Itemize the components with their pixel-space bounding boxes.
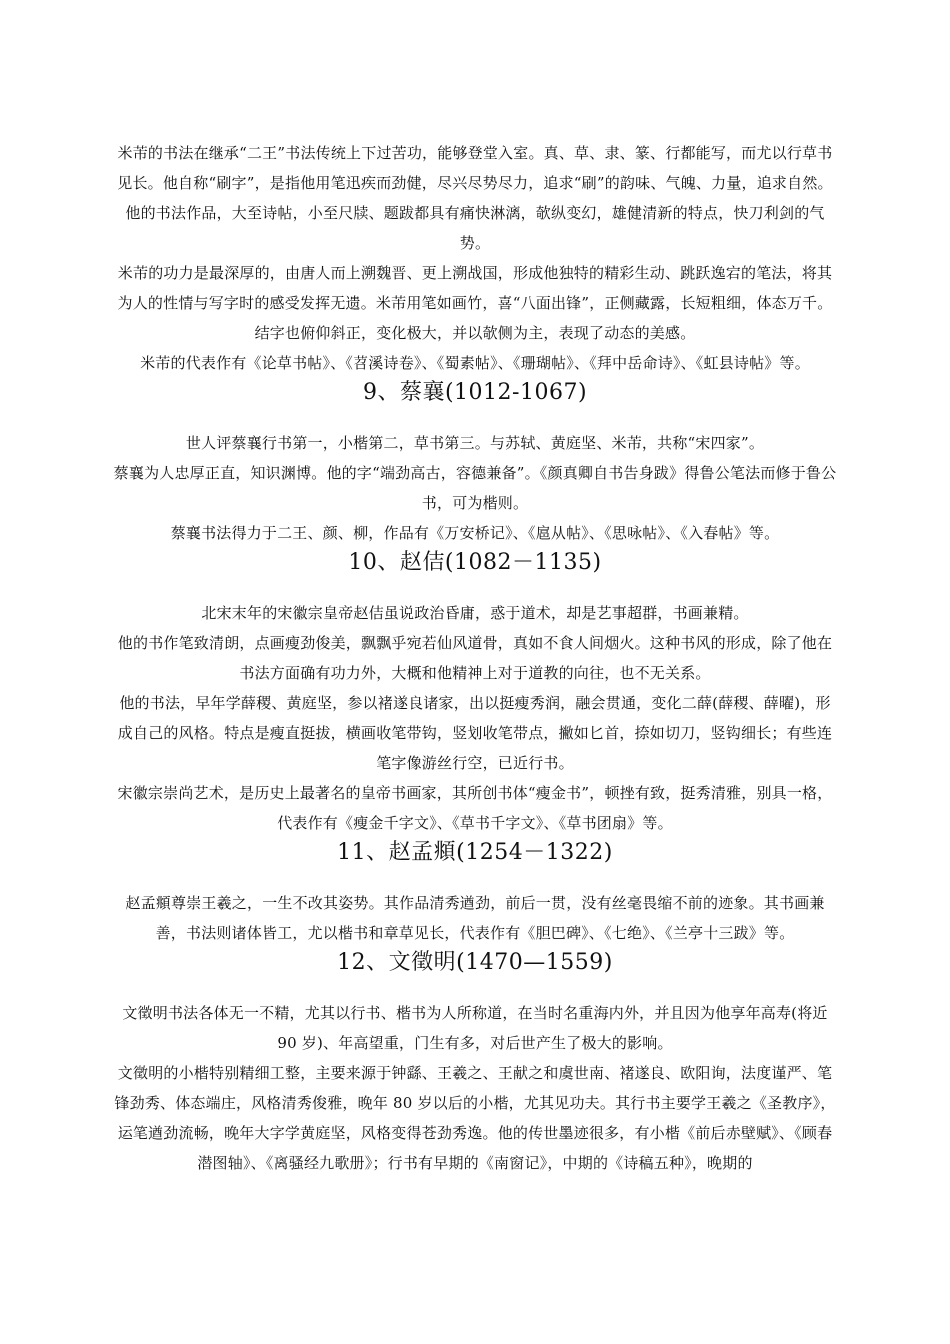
section-heading: 10、赵佶(1082－1135) xyxy=(348,550,602,575)
paragraph: 赵孟頫尊崇王羲之，一生不改其姿势。其作品清秀遒劲，前后一贯，没有丝毫畏缩不前的迹象。其书画兼善，书法则诸体皆工，尤以楷书和章草见长，代表作有《胆巴碑》、《七绝》、《兰亭十三跋》等。 xyxy=(125,894,825,942)
paragraph: 米芾的代表作有《论草书帖》、《苕溪诗卷》、《蜀素帖》、《珊瑚帖》、《拜中岳命诗》、《虹县诗帖》等。 xyxy=(140,354,810,372)
paragraph: 宋徽宗崇尚艺术，是历史上最著名的皇帝书画家，其所创书体“瘦金书”，顿挫有致，挺秀清雅，别具一格，代表作有《瘦金千字文》、《草书千字文》、《草书团扇》等。 xyxy=(117,784,833,832)
section-heading: 11、赵孟頫(1254－1322) xyxy=(337,840,613,865)
paragraph: 米芾的书法在继承“二王”书法传统上下过苦功，能够登堂入室。真、草、隶、篆、行都能写，而尤以行草书见长。他自称“刷字”，是指他用笔迅疾而劲健，尽兴尽势尽力，追求“刷”的韵味、气魄、力量，追求自然。他的书法作品，大至诗帖，小至尺牍、题跋都具有痛快淋漓，欹纵变幻，雄健清新的特点，快刀利剑的气势。 xyxy=(117,144,833,252)
paragraph: 文徵明书法各体无一不精，尤其以行书、楷书为人所称道，在当时名重海内外，并且因为他享年高寿(将近 90 岁)、年高望重，门生有多，对后世产生了极大的影响。 xyxy=(122,1004,828,1052)
paragraph: 他的书法，早年学薛稷、黄庭坚，参以褚遂良诸家，出以挺瘦秀润，融会贯通，变化二薛(薛稷、薛曜)，形成自己的风格。特点是瘦直挺拔，横画收笔带钩，竖划收笔带点，撇如匕首，捺如切刀，竖钩细长；有些连笔字像游丝行空，已近行书。 xyxy=(117,694,833,772)
paragraph: 蔡襄书法得力于二王、颜、柳，作品有《万安桥记》、《扈从帖》、《思咏帖》、《入春帖》等。 xyxy=(170,524,780,542)
document-body xyxy=(113,138,837,1178)
paragraph: 米芾的功力是最深厚的，由唐人而上溯魏晋、更上溯战国，形成他独特的精彩生动、跳跃逸宕的笔法，将其为人的性情与写字时的感受发挥无遗。米芾用笔如画竹，喜“八面出锋”，正侧藏露，长短粗细，体态万千。结字也俯仰斜正，变化极大，并以欹侧为主，表现了动态的美感。 xyxy=(117,264,833,342)
paragraph: 世人评蔡襄行书第一，小楷第二，草书第三。与苏轼、黄庭坚、米芾，共称“宋四家”。 xyxy=(185,434,765,452)
section-caixiang xyxy=(113,378,837,548)
paragraph: 蔡襄为人忠厚正直，知识渊博。他的字“端劲高古，容德兼备”。《颜真卿自书告身跋》得鲁公笔法而修于鲁公书，可为楷则。 xyxy=(113,464,837,512)
paragraph: 文徵明的小楷特别精细工整，主要来源于钟繇、王羲之、王献之和虞世南、褚遂良、欧阳询，法度谨严、笔锋劲秀、体态端庄，风格清秀俊雅，晚年 80 岁以后的小楷，尤其见功夫。其行书主要学王羲之《圣教序》，运笔遒劲流畅，晚年大字学黄庭坚，风格变得苍劲秀逸。他的传世墨迹很多，有小楷《前后赤壁赋》、《顾春潜图轴》、《离骚经九歌册》；行书有早期的《南窗记》，中期的《诗稿五种》，晚期的 xyxy=(114,1064,836,1172)
section-wenzhengming xyxy=(113,948,837,1178)
section-mifu xyxy=(113,138,837,378)
section-zhaomengfu xyxy=(113,838,837,948)
paragraph: 他的书作笔致清朗，点画瘦劲俊美，飘飘乎宛若仙风道骨，真如不食人间烟火。这种书风的形成，除了他在书法方面确有功力外，大概和他精神上对于道教的向往，也不无关系。 xyxy=(117,634,833,682)
paragraph: 北宋末年的宋徽宗皇帝赵佶虽说政治昏庸，惑于道术，却是艺事超群，书画兼精。 xyxy=(201,604,749,622)
section-zhaoji xyxy=(113,548,837,838)
section-heading: 12、文徵明(1470—1559) xyxy=(337,950,613,975)
section-heading: 9、蔡襄(1012-1067) xyxy=(362,380,588,405)
